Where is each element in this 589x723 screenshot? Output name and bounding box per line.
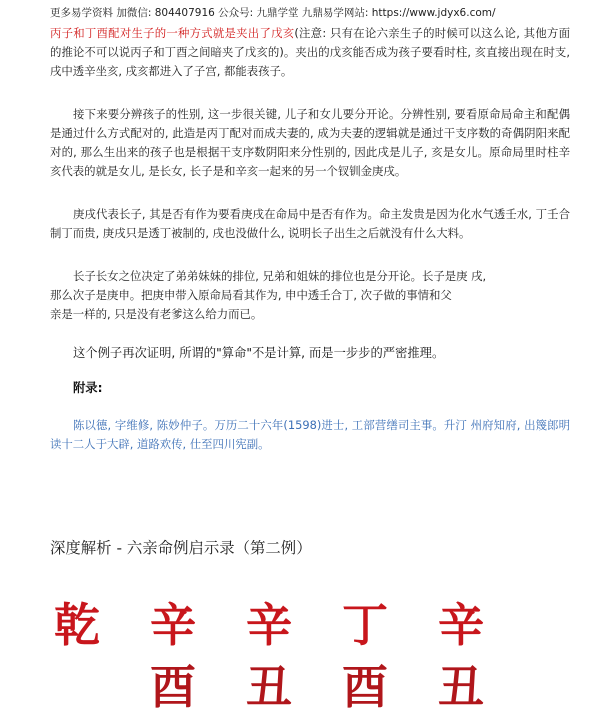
paragraph-4-line-1: 长子长女之位决定了弟弟妹妹的排位, 兄弟和姐妹的排位也是分开论。长子是庚 戌, — [73, 269, 487, 283]
bazi-branch-hour: 丑 — [438, 660, 484, 714]
page-header: 更多易学资料 加微信: 804407916 公众号: 九鼎学堂 九鼎易学网站: https://www.jdyx6.com/ — [50, 7, 496, 19]
appendix-label: 附录: — [73, 381, 103, 395]
paragraph-1-rest: (注意: 只有在论六亲生子的时候可以这么论, 其他方面的推论不可以说丙子和丁酉之间暗夹了戊亥的)。夹出的戊亥能否成为孩子要看时柱, 亥直接出现在时支, 戌中透辛坐亥, 戌亥都进入了子宫, 都能表孩子。 — [50, 26, 570, 78]
bazi-stem-day: 丁 — [342, 598, 388, 652]
section-title: 深度解析 - 六亲命例启示录（第二例） — [50, 539, 312, 557]
bazi-branch-day: 酉 — [342, 660, 388, 714]
paragraph-3: 庚戌代表长子, 其是否有作为要看庚戌在命局中是否有作为。命主发贵是因为化水气透壬水, 丁壬合制丁而贵, 庚戌只是透丁被制的, 戌也没做什么, 说明长子出生之后就没有什么大料。 — [50, 207, 570, 240]
paragraph-2: 接下来要分辨孩子的性别, 这一步很关键, 儿子和女儿要分开论。分辨性别, 要看原命局命主和配偶是通过什么方式配对的, 此造是丙丁配对而成夫妻的, 成为夫妻的逻辑就是通过干支序数的奇偶阴阳来配对的, 那么生出来的孩子也是根据干支序数阴阳来分性别的, 因此戌是儿子, 亥是女儿。原命局里时柱辛亥代表的就是女儿, 是长女, 长子是和辛亥一起来的另一个钗钏金庚戌。 — [50, 107, 570, 178]
conclusion-text: 这个例子再次证明, 所谓的"算命"不是计算, 而是一步步的严密推理。 — [73, 346, 445, 360]
paragraph-4-line-2: 那么次子是庚申。把庚申带入原命局看其作为, 申中透壬合丁, 次子做的事情和父 — [50, 288, 452, 302]
bazi-stem-hour: 辛 — [438, 598, 484, 652]
paragraph-4-line-3: 亲是一样的, 只是没有老爹这么给力而已。 — [50, 307, 263, 321]
highlight-text: 丙子和丁酉配对生子的一种方式就是夹出了戊亥 — [50, 26, 295, 40]
bazi-branch-year: 酉 — [150, 660, 196, 714]
article-body — [50, 24, 570, 454]
bazi-stem-year: 辛 — [150, 598, 196, 652]
bazi-branch-month: 丑 — [246, 660, 292, 714]
appendix-text: 陈以德, 字维修, 陈妙仲子。万历二十六年(1598)进士, 工部营缮司主事。升汀 州府知府, 出篾郎明读十二人于大辟, 道路欢传, 仕至四川宪副。 — [50, 418, 570, 451]
bazi-char-qian: 乾 — [54, 598, 100, 652]
bazi-stem-month: 辛 — [246, 598, 292, 652]
paragraph-1 — [50, 24, 570, 81]
bazi-chart — [50, 590, 550, 720]
